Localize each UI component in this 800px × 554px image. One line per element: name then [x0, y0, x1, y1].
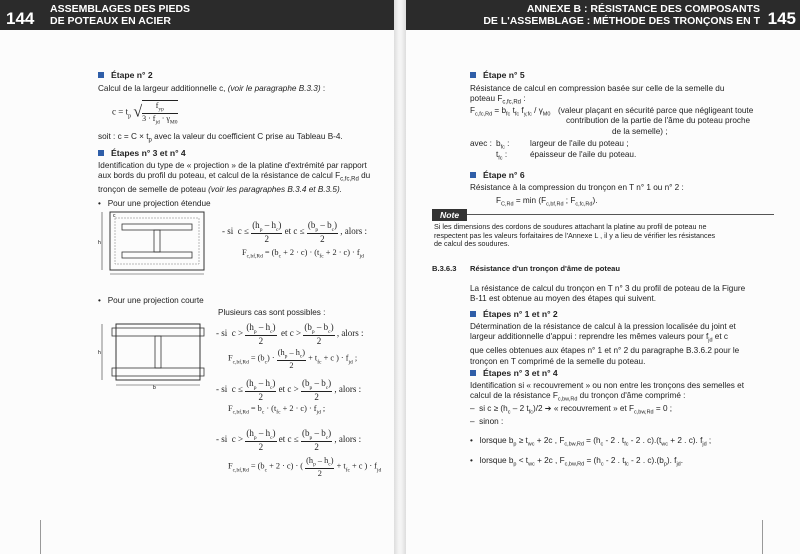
section-intro: La résistance de calcul du tronçon en T n° 3 du profil de poteau de la Figure B-11 est obtenue au moyen des étapes qui suivent.: [470, 284, 746, 304]
right-step34-text: Identification si « recouvrement » ou non entre les tronçons des semelles et calcul de la résistance $F_{c,bw,Rd}$ du tronçon d'âme comprimé :: [470, 381, 744, 403]
case3-condition: - si c > $\frac{(h_p - h_c)}{2}$ et c ≤ $\frac{(b_p - b_c)}{2}$ , alors :: [216, 428, 362, 452]
bullet-projection-etendue: • Pour une projection étendue: [98, 199, 211, 208]
case3-F-formula: $F_{c,bf,Rd} = (b_c + 2 \cdot c)$ · ( $\frac{(h_p - h_c)}{2}$ + $t_{fc} + c$ ) · $f_{jd}$: [228, 456, 382, 478]
step5-text: Résistance de calcul en compression basée sur celle de la semelle du poteau $F_{c,fc,Rd}$ :: [470, 84, 725, 106]
bfc-symbol: $b_{fc}$ :: [496, 139, 510, 151]
soit-text: soit : $c = C \times t_p$ avec la valeur du coefficient C prise au Tableau B-4.: [98, 132, 343, 144]
left-header: [0, 0, 394, 30]
dash-recouvrement: – si $c \ge (h_c - 2$ $t_{fc})/2$ ➔ « recouvrement » et $F_{c,bw,Rd} = 0$ ;: [470, 404, 673, 416]
figure-extended-projection: [98, 208, 210, 278]
section-number: B.3.6.3: [432, 264, 457, 273]
case1-F-formula: $F_{c,bf,Rd} = (b_c)$ · $\frac{(h_p - h_c)}{2}$ + $t_{fc} + c$ ) · $f_{jd}$ ;: [228, 348, 358, 370]
step34-text: Identification du type de « projection » de la platine d'extrémité par rapport aux bords du profil du poteau, et calcul de la résistance de calcul $F_{c,fc,Rd}$ du tronçon de semelle de poteau (voir les paragraphes B.3.4 et B.3.5).: [98, 161, 371, 195]
right-margin-line: [762, 520, 763, 554]
right-header: [406, 0, 800, 30]
step6-formula: $F_{C,Rd} = \min (F_{c,bf,Rd}$ ; $F_{c,fc,Rd}$).: [496, 196, 598, 208]
plusieurs-cas: Plusieurs cas sont possibles :: [218, 308, 326, 317]
step5-heading: Étape n° 5: [470, 70, 525, 80]
tfc-symbol: $t_{fc}$ :: [496, 150, 508, 162]
right-step12-heading: Étapes n° 1 et n° 2: [470, 309, 558, 319]
bfc-description: largeur de l'aile du poteau ;: [530, 139, 629, 148]
step6-text: Résistance à la compression du tronçon en T n° 1 ou n° 2 :: [470, 183, 684, 192]
tfc-description: épaisseur de l'aile du poteau.: [530, 150, 637, 159]
step34-heading: Étapes n° 3 et n° 4: [98, 148, 186, 158]
avec-label: avec :: [470, 139, 492, 148]
dash-sinon: – sinon :: [470, 417, 504, 426]
etendue-F-formula: $F_{c,bf,Rd} = (b_c + 2 \cdot c) \cdot (t_{fc} + 2 \cdot c) \cdot f_{jd}$: [242, 248, 364, 260]
step2-text: Calcul de la largeur additionnelle c, (voir le paragraphe B.3.3) :: [98, 84, 326, 93]
c-formula: $c = t_p$ √ $\frac{f_{yp}}{3 \cdot f_{jd} \cdot \gamma_{M0}}$: [112, 101, 178, 126]
bullet-case-bp-ge: • lorsque $b_p \ge t_{wc} + 2c$ , $F_{c,bw,Rd} = (h_c - 2$ . $t_{fc} - 2$ . $c).(t_{wc} + 2$ . c). $f_{jd}$ ;: [470, 436, 712, 448]
bullet-projection-courte: • Pour une projection courte: [98, 296, 204, 305]
left-page-number: 144: [6, 9, 35, 28]
note-label: Note: [432, 209, 467, 221]
right-step34-heading: Étapes n° 3 et n° 4: [470, 368, 558, 378]
fig1-hp-label: h: [98, 240, 101, 246]
step5-formula: $F_{c,fc,Rd} = b_{fc}$ $t_{fc}$ $f_{y,fc} / \gamma_{M0}$: [470, 106, 551, 118]
left-page: [0, 0, 394, 554]
left-header-title: ASSEMBLAGES DES PIEDS DE POTEAUX EN ACIER: [50, 3, 191, 27]
note-text: Si les dimensions des cordons de soudures attachant la platine au profil de poteau ne respectent pas les valeurs forfaitaires de l'Annexe L , il y a lieu de vérifier les résistances de calcul des soudures.: [434, 222, 716, 249]
step6-heading: Étape n° 6: [470, 170, 525, 180]
etendue-condition: - si c ≤ $\frac{(h_p - h_c)}{2}$ et c ≤ $\frac{(b_p - b_c)}{2}$ , alors :: [222, 220, 368, 244]
figure-short-projection: [98, 318, 210, 390]
book-gutter: [394, 0, 406, 554]
bullet-case-bp-lt: • lorsque $b_p < t_{wc} + 2c$ , $F_{c,bw,Rd} = (h_c - 2$ . $t_{fc} - 2$ . $c).(b_p)$. $f_{jd}$.: [470, 456, 683, 468]
left-margin-line: [40, 520, 41, 554]
case2-F-formula: $F_{c,bf,Rd} = b_c \cdot (t_{fc} + 2 \cdot c) \cdot f_{jd}$ ;: [228, 404, 326, 416]
case2-condition: - si c ≤ $\frac{(h_p - h_c)}{2}$ et c > $\frac{(b_p - b_c)}{2}$ , alors :: [216, 378, 362, 402]
step2-heading: Étape n° 2: [98, 70, 153, 80]
fig1-c-label: c: [113, 213, 116, 219]
svg-text:b: b: [153, 385, 156, 390]
right-page-number: 145: [767, 9, 796, 28]
svg-text:h: h: [98, 350, 101, 356]
case1-condition: - si c > $\frac{(h_p - h_c)}{2}$ et c > $\frac{(b_p - b_c)}{2}$ , alors :: [216, 322, 364, 346]
note-box: [432, 210, 774, 255]
section-title: Résistance d'un tronçon d'âme de poteau: [470, 264, 621, 273]
step5-explanation: (valeur plaçant en sécurité parce que négligeant toute contribution de la partie de l'âme du poteau proche de la semelle) ;: [558, 106, 754, 136]
right-page: [406, 0, 800, 554]
right-step12-text: Détermination de la résistance de calcul à la pression localisée du joint et largeur additionnelle d'appui : reprendre les mêmes valeurs pour $f_{jd}$ et c que celles obtenues aux étapes n° 1 et n° 2 du paragraphe B.3.6.2 pour le tronçon en T comprimé de la semelle du poteau.: [470, 322, 740, 366]
right-header-title: ANNEXE B : RÉSISTANCE DES COMPOSANTS DE L'ASSEMBLAGE : MÉTHODE DES TRONÇONS EN T: [483, 3, 760, 27]
